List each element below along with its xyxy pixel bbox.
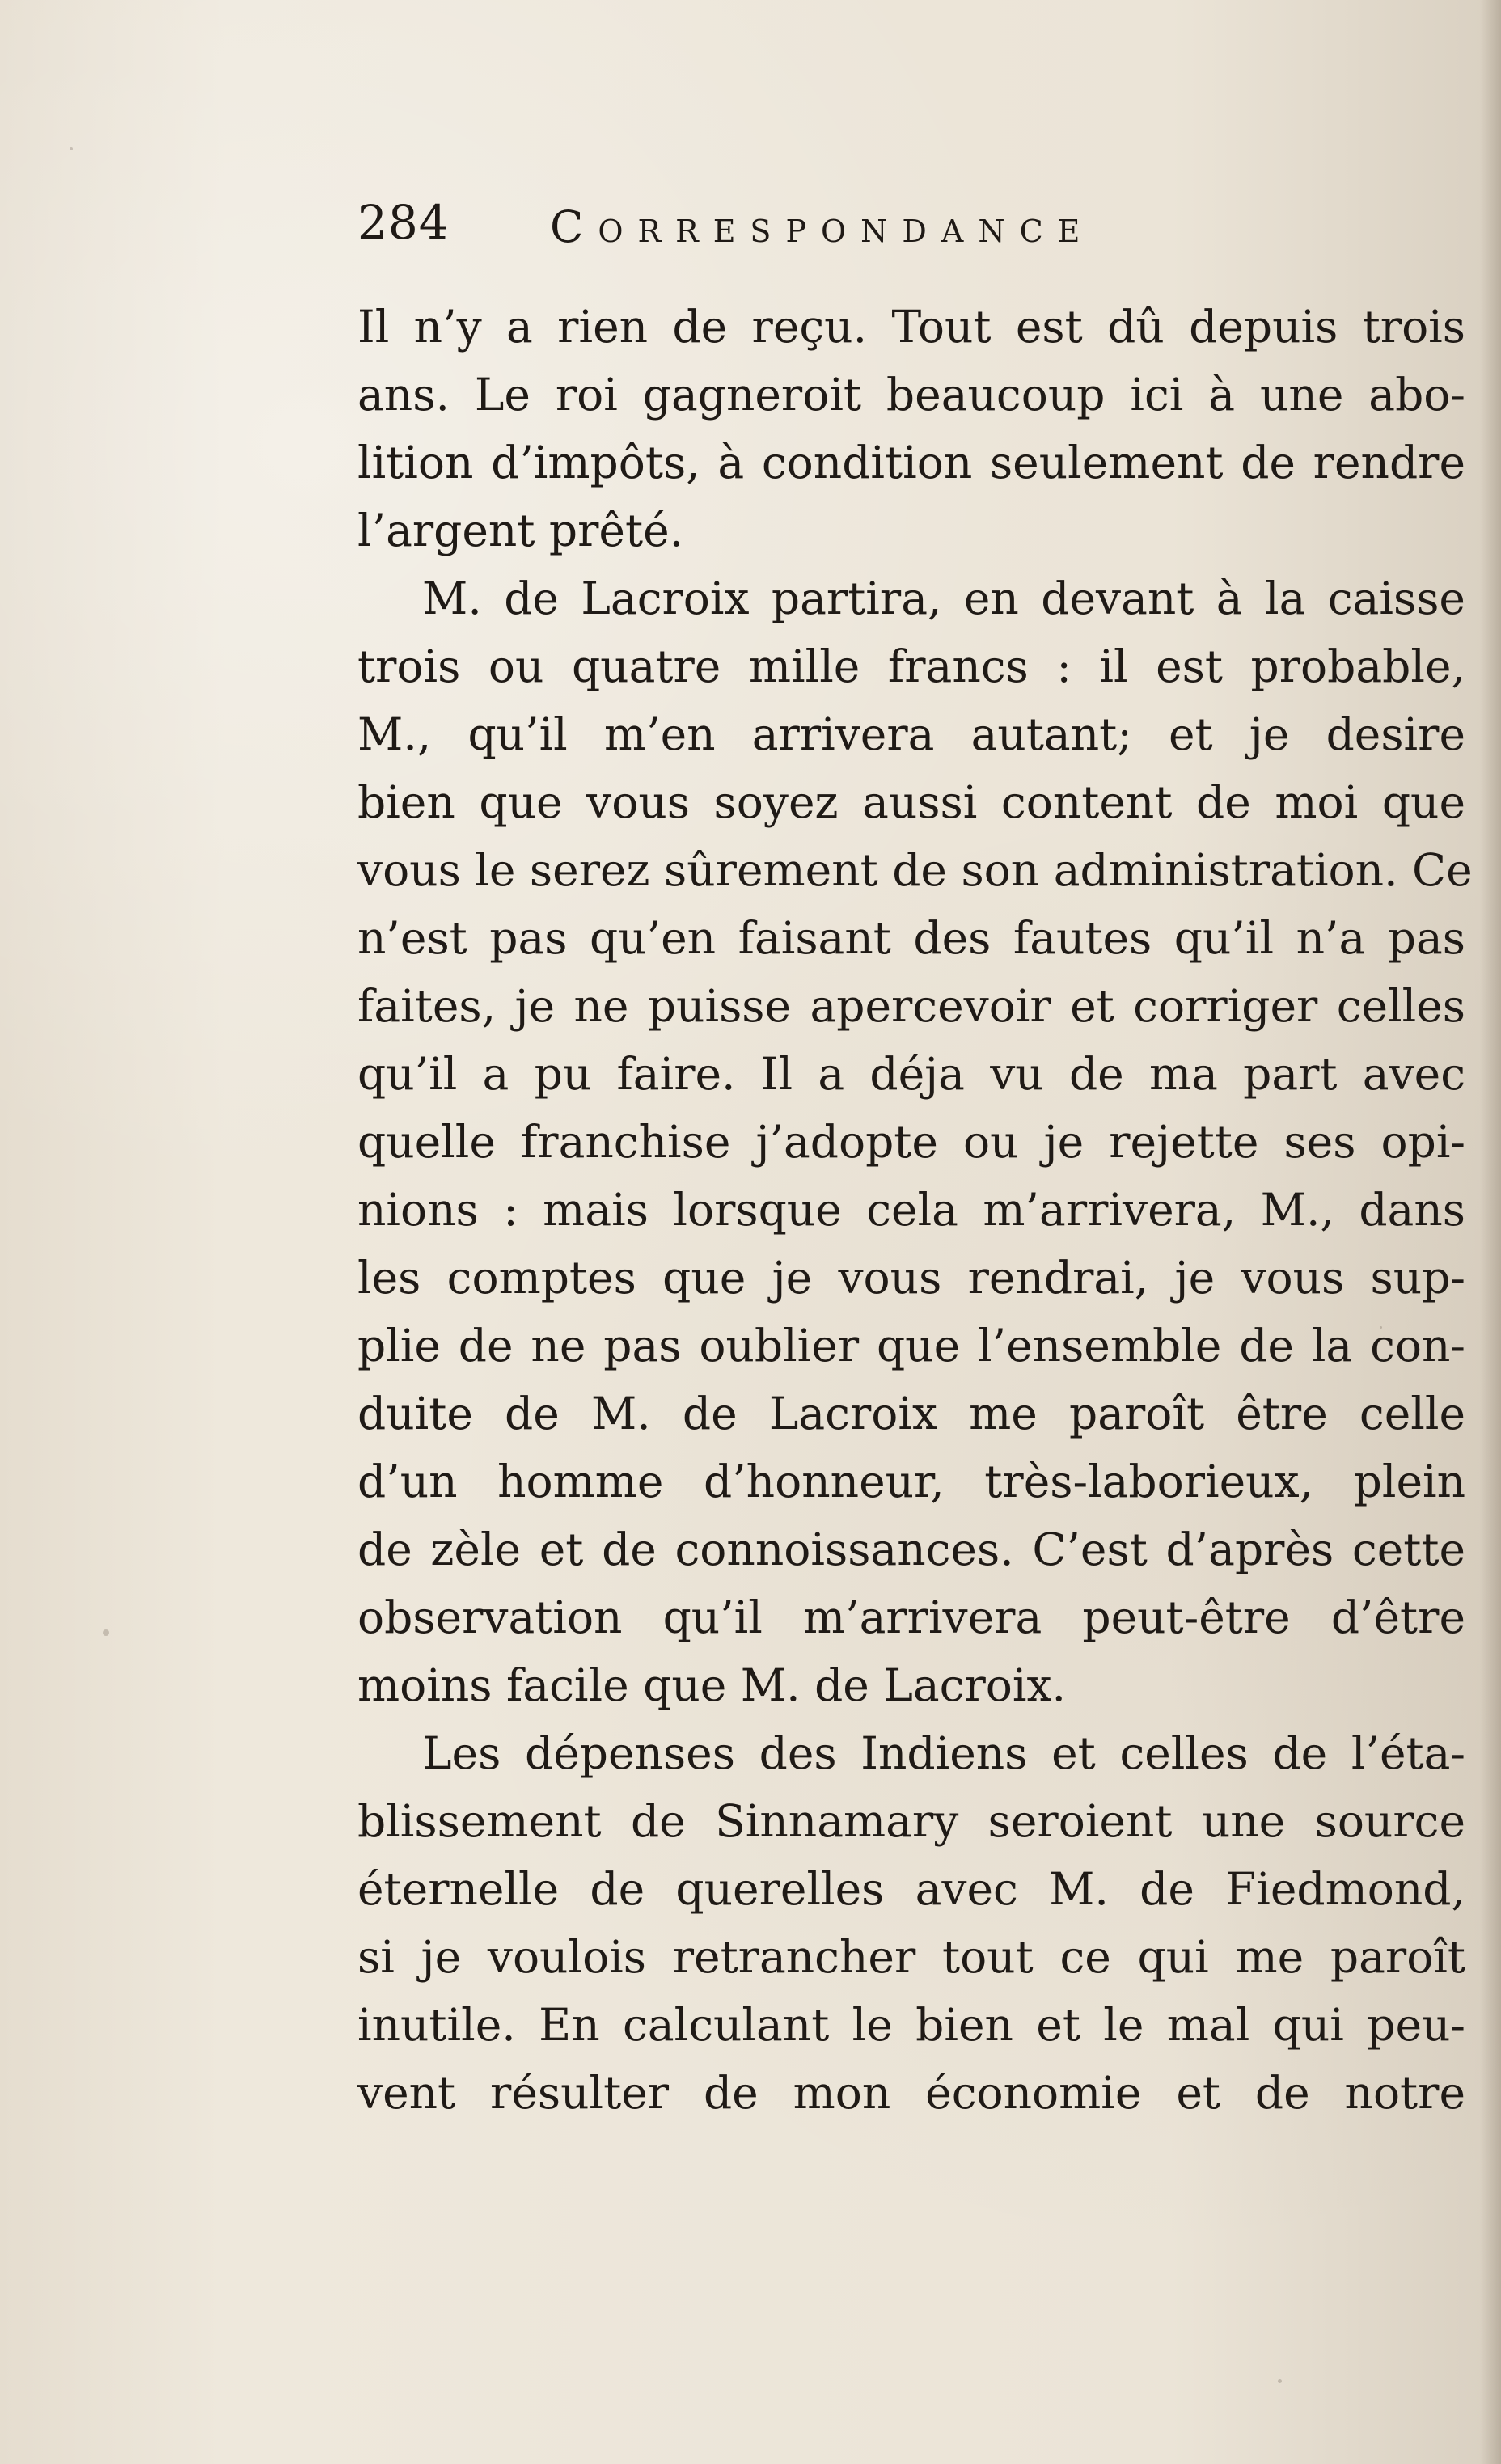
paragraph-1	[357, 293, 1465, 564]
text-line: trois ou quatre mille francs : il est probable,	[357, 640, 1465, 692]
paper-speck	[103, 1629, 109, 1636]
paper-speck	[70, 147, 73, 150]
text-line: les comptes que je vous rendrai, je vous sup-	[357, 1252, 1465, 1304]
page-edge-shadow	[1480, 0, 1501, 2464]
text-line: lition d’impôts, à condition seulement de rendre	[357, 437, 1465, 488]
text-line: faites, je ne puisse apercevoir et corriger celles	[357, 980, 1465, 1032]
text-line: Les dépenses des Indiens et celles de l’éta-	[422, 1727, 1465, 1779]
paper-speck	[1278, 2379, 1282, 2383]
text-line: n’est pas qu’en faisant des fautes qu’il n’a pas	[357, 912, 1465, 964]
paragraph-2	[357, 564, 1473, 1719]
text-line: Il n’y a rien de reçu. Tout est dû depuis trois	[357, 301, 1465, 353]
text-line: duite de M. de Lacroix me paroît être celle	[357, 1388, 1465, 1439]
text-line: observation qu’il m’arrivera peut-être d’être	[357, 1591, 1465, 1643]
text-line: de zèle et de connoissances. C’est d’après cette	[357, 1524, 1465, 1575]
text-line: ans. Le roi gagneroit beaucoup ici à une abo-	[357, 369, 1465, 421]
text-line: blissement de Sinnamary seroient une source	[357, 1795, 1465, 1847]
body-text	[357, 293, 1473, 2127]
running-title: Correspondance	[550, 201, 1095, 252]
page-content	[357, 184, 1473, 2127]
text-line: inutile. En calculant le bien et le mal qui peu-	[357, 1999, 1465, 2051]
text-line: si je voulois retrancher tout ce qui me paroît	[357, 1931, 1465, 1983]
text-line: M. de Lacroix partira, en devant à la caisse	[422, 573, 1465, 624]
text-line: bien que vous soyez aussi content de moi que	[357, 776, 1465, 828]
text-line: l’argent prêté.	[357, 505, 684, 556]
text-line: d’un homme d’honneur, très-laborieux, plein	[357, 1456, 1465, 1507]
text-line: nions : mais lorsque cela m’arrivera, M., dans	[357, 1184, 1465, 1236]
text-line: plie de ne pas oublier que l’ensemble de la con-	[357, 1320, 1465, 1371]
text-line: vent résulter de mon économie et de notre	[357, 2067, 1465, 2119]
page-number: 284	[357, 195, 450, 250]
text-line: moins facile que M. de Lacroix.	[357, 1659, 1066, 1711]
paragraph-3	[357, 1719, 1465, 2127]
page-header	[357, 184, 1465, 288]
text-line: vous le serez sûrement de son administration. Ce	[357, 844, 1473, 896]
text-line: quelle franchise j’adopte ou je rejette ses opi-	[357, 1116, 1465, 1168]
text-line: qu’il a pu faire. Il a déja vu de ma part avec	[357, 1048, 1465, 1100]
text-line: éternelle de querelles avec M. de Fiedmond,	[357, 1863, 1465, 1915]
text-line: M., qu’il m’en arrivera autant; et je desire	[357, 708, 1465, 760]
